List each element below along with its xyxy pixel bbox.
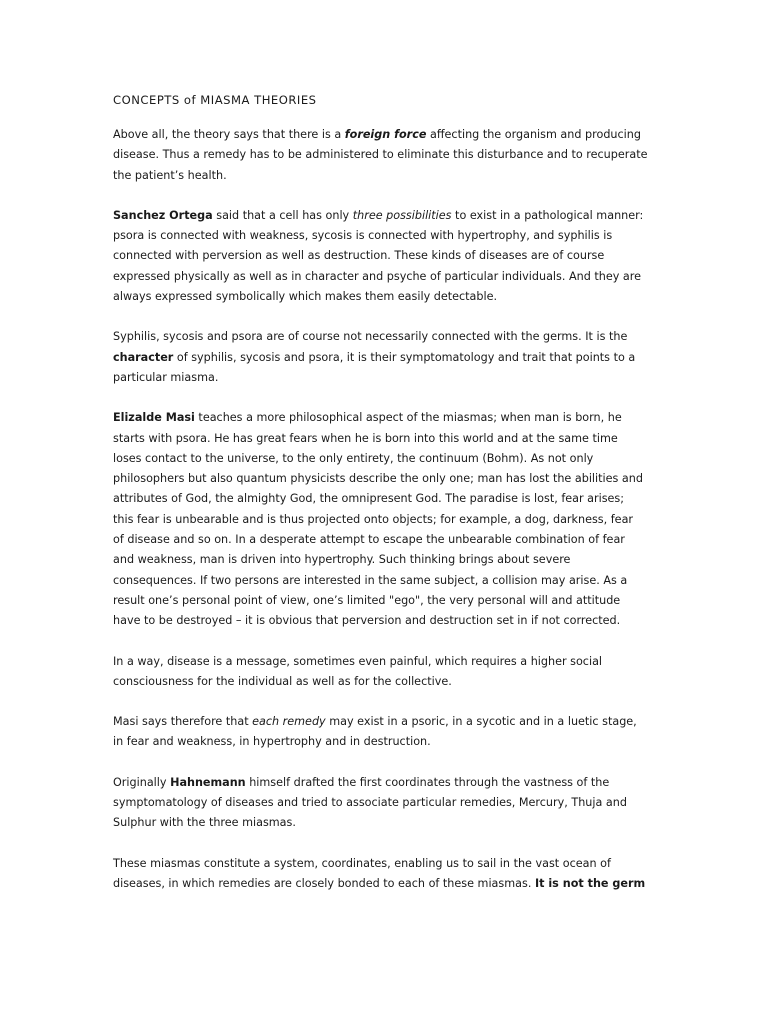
text-line: disease. Thus a remedy has to be administered to eliminate this disturbance and to recuperate	[113, 148, 648, 162]
text-line: In a way, disease is a message, sometimes even painful, which requires a higher social	[113, 654, 603, 668]
paragraph-character	[113, 327, 658, 388]
text-line: philosophers but also quantum physicists describe the only one; man has lost the abilities and	[113, 472, 643, 486]
text-line: the patient’s health.	[113, 168, 227, 182]
paragraph-system	[113, 854, 658, 895]
text-line: consequences. If two persons are interested in the same subject, a collision may arise. As a	[113, 573, 628, 587]
text-line: Elizalde Masi teaches a more philosophical aspect of the miasmas; when man is born, he	[113, 411, 622, 425]
paragraph-message	[113, 652, 658, 693]
text-line: of disease and so on. In a desperate attempt to escape the unbearable combination of fear	[113, 533, 625, 547]
text-line: character of syphilis, sycosis and psora, it is their symptomatology and trait that points to a	[113, 350, 636, 364]
text-line: and weakness, man is driven into hypertrophy. Such thinking brings about severe	[113, 553, 571, 567]
text-line: loses contact to the universe, to the only entirety, the continuum (Bohm). As not only	[113, 451, 594, 465]
text-line: consciousness for the individual as well as for the collective.	[113, 674, 452, 688]
text-line: have to be destroyed – it is obvious that perversion and destruction set in if not corrected.	[113, 614, 621, 628]
emphasis-character: character	[113, 350, 174, 364]
text-line: psora is connected with weakness, sycosis is connected with hypertrophy, and syphilis is	[113, 229, 613, 243]
text-line: particular miasma.	[113, 370, 219, 384]
paragraph-each-remedy	[113, 712, 658, 753]
text-line: Sanchez Ortega said that a cell has only three possibilities to exist in a pathological manner:	[113, 208, 644, 222]
text-line: this fear is unbearable and is thus projected onto objects; for example, a dog, darkness, fear	[113, 512, 634, 526]
paragraph-intro	[113, 125, 658, 186]
paragraph-sanchez-ortega	[113, 206, 658, 307]
text-line: Masi says therefore that each remedy may exist in a psoric, in a sycotic and in a luetic stage,	[113, 715, 637, 729]
paragraph-hahnemann	[113, 773, 658, 834]
text-line: expressed physically as well as in character and psyche of particular individuals. And they are	[113, 269, 642, 283]
text-line: diseases, in which remedies are closely bonded to each of these miasmas. It is not the germ	[113, 876, 646, 890]
text-line: starts with psora. He has great fears when he is born into this world and at the same time	[113, 431, 618, 445]
text-line: in fear and weakness, in hypertrophy and in destruction.	[113, 735, 431, 749]
paragraph-elizalde-masi	[113, 408, 658, 631]
name-elizalde-masi: Elizalde Masi	[113, 411, 195, 425]
emphasis-foreign-force: foreign force	[344, 128, 427, 141]
emphasis-three-possibilities: three possibilities	[352, 208, 452, 222]
text-line: result one’s personal point of view, one’s limited "ego", the very personal will and attitude	[113, 593, 621, 607]
name-hahnemann: Hahnemann	[170, 775, 246, 789]
text-line: always expressed symbolically which makes them easily detectable.	[113, 290, 498, 304]
text-line: Above all, the theory says that there is a foreign force affecting the organism and producing	[113, 128, 641, 141]
text-line: Sulphur with the three miasmas.	[113, 816, 296, 830]
document-title: CONCEPTS of MIASMA THEORIES	[113, 93, 317, 107]
text-line: attributes of God, the almighty God, the omnipresent God. The paradise is lost, fear arises;	[113, 492, 625, 506]
emphasis-each-remedy: each remedy	[252, 715, 326, 729]
document-body	[113, 90, 658, 914]
name-sanchez-ortega: Sanchez Ortega	[113, 208, 213, 222]
emphasis-not-the-germ: It is not the germ	[534, 876, 646, 890]
text-line: symptomatology of diseases and tried to associate particular remedies, Mercury, Thuja and	[113, 796, 627, 810]
text-line: These miasmas constitute a system, coordinates, enabling us to sail in the vast ocean of	[113, 856, 611, 870]
text-line: Syphilis, sycosis and psora are of course not necessarily connected with the germs. It is the	[113, 330, 628, 344]
text-line: connected with perversion as well as destruction. These kinds of diseases are of course	[113, 249, 605, 263]
text-line: Originally Hahnemann himself drafted the first coordinates through the vastness of the	[113, 775, 610, 789]
